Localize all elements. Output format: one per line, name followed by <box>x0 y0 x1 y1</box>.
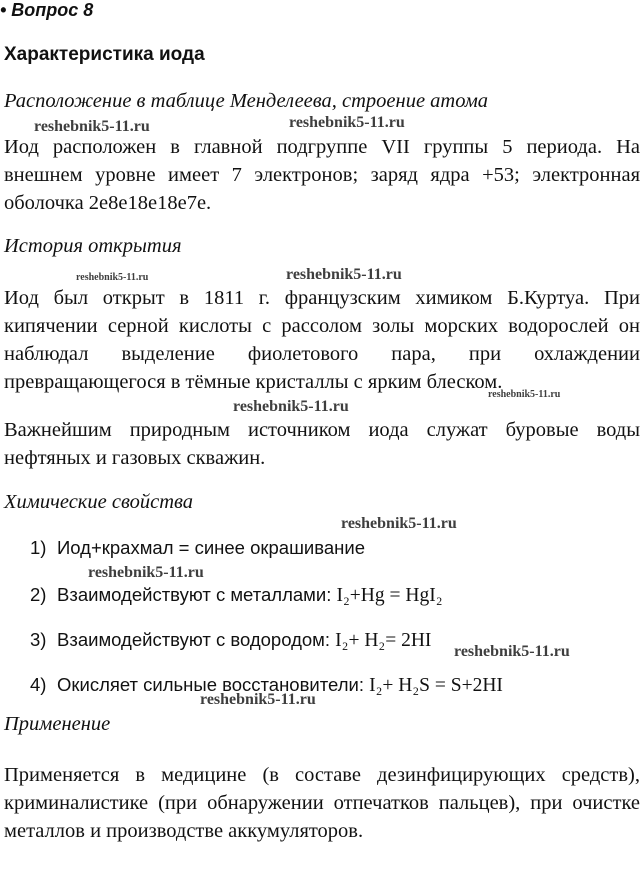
list-item-number: 3) <box>30 629 47 650</box>
list-item <box>30 629 431 652</box>
watermark: reshebnik5-11.ru <box>454 643 570 660</box>
paragraph-history: Иод был открыт в 1811 г. французским химиком Б.Куртуа. При кипячении серной кислоты с рассолом золы морских водорослей он наблюдал выделение фиолетового пара, при охлаждении превращающегося в тёмные кристаллы с ярким блеском. <box>4 287 640 393</box>
list-item-formula: I₂+Hg = HgI₂ <box>336 585 443 606</box>
watermark: reshebnik5-11.ru <box>286 266 402 283</box>
list-item-text: Окисляет сильные восстановители: <box>57 674 370 695</box>
section-heading-location: Расположение в таблице Менделеева, строение атома <box>4 90 489 112</box>
watermark: reshebnik5-11.ru <box>88 564 204 581</box>
section-heading-properties: Химические свойства <box>4 491 194 513</box>
paragraph-location: Иод расположен в главной подгруппе VII группы 5 периода. На внешнем уровне имеет 7 электронов; заряд ядра +53; электронная оболочка 2е8е18е18е7е. <box>4 136 640 214</box>
question-label: • Вопрос 8 <box>0 0 94 20</box>
watermark: reshebnik5-11.ru <box>341 515 457 532</box>
watermark: reshebnik5-11.ru <box>233 398 349 415</box>
document-title: Характеристика иода <box>4 44 205 65</box>
list-item-text: Иод+крахмал = синее окрашивание <box>57 537 365 558</box>
section-heading-history: История открытия <box>4 235 182 257</box>
paragraph-source: Важнейшим природным источником иода служат буровые воды нефтяных и газовых скважин. <box>4 419 640 469</box>
list-item-number: 2) <box>30 584 47 605</box>
paragraph-application: Применяется в медицине (в составе дезинфицирующих средств), криминалистике (при обнаружении отпечатков пальцев), при очистке металлов и производстве аккумуляторов. <box>4 764 640 842</box>
list-item-number: 4) <box>30 674 47 695</box>
section-heading-application: Применение <box>4 713 111 735</box>
list-item-formula: I₂+ H₂S = S+2HI <box>369 675 503 696</box>
list-item-number: 1) <box>30 537 47 558</box>
watermark: reshebnik5-11.ru <box>76 272 149 283</box>
list-item-formula: I₂+ H₂= 2HI <box>335 630 432 651</box>
list-item-text: Взаимодействуют с металлами: <box>57 584 337 605</box>
list-item <box>30 584 443 607</box>
watermark: reshebnik5-11.ru <box>200 691 316 708</box>
watermark: reshebnik5-11.ru <box>34 118 150 135</box>
list-item-text: Взаимодействуют с водородом: <box>57 629 336 650</box>
watermark: reshebnik5-11.ru <box>488 389 561 400</box>
watermark: reshebnik5-11.ru <box>289 114 405 131</box>
list-item <box>30 537 365 559</box>
